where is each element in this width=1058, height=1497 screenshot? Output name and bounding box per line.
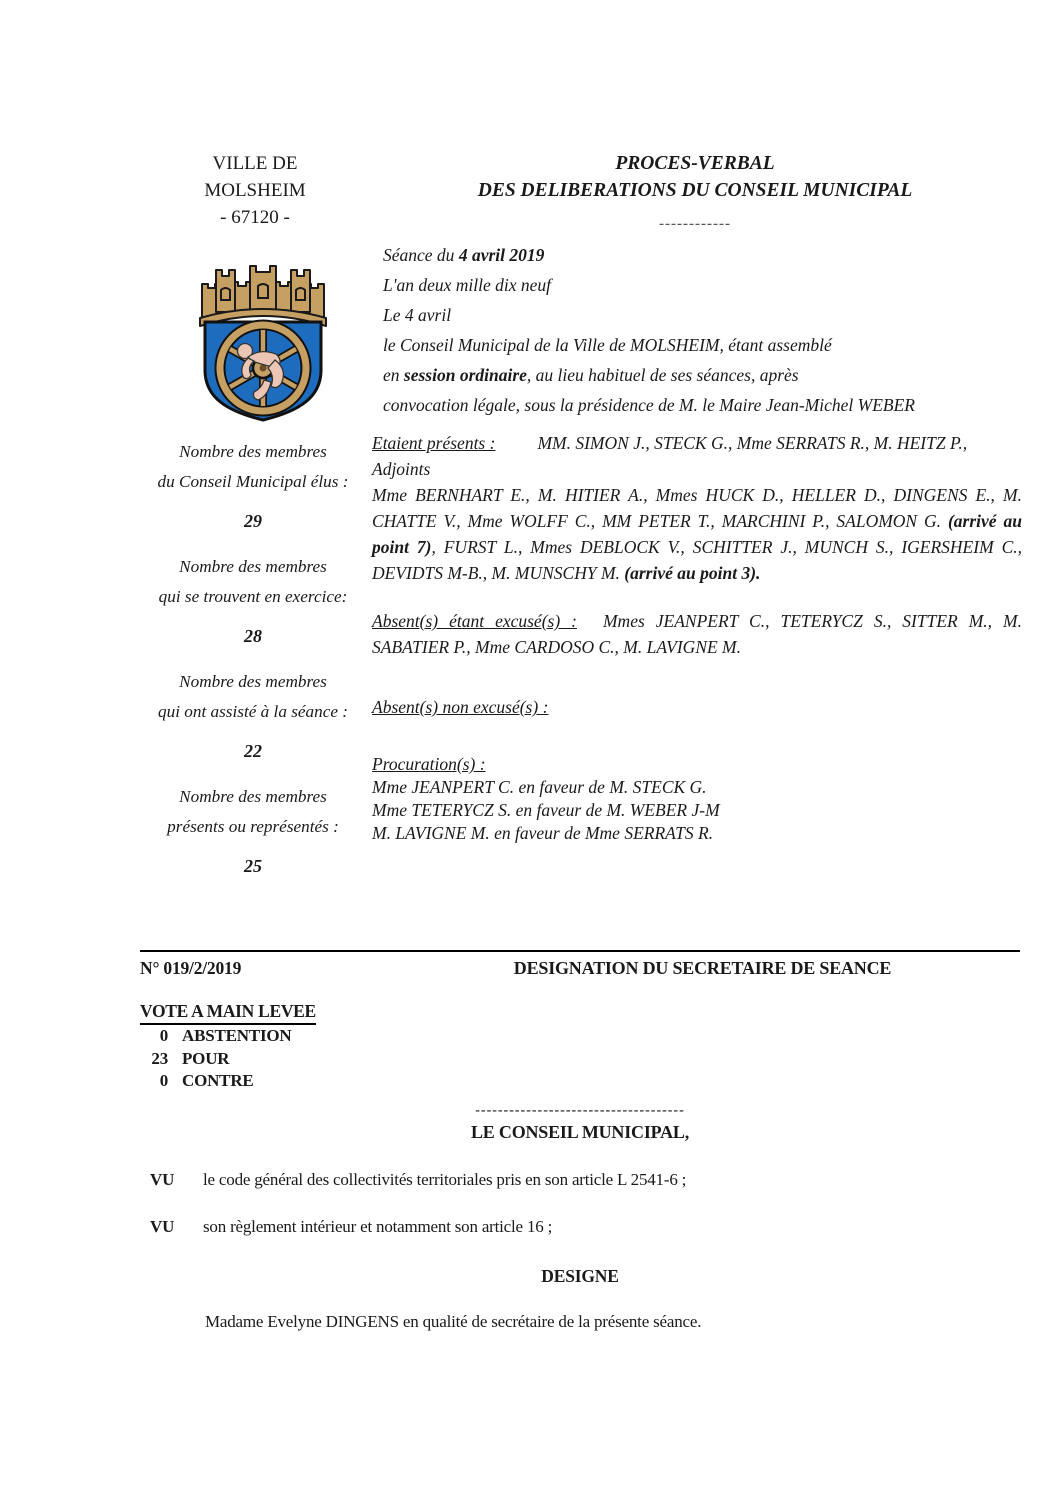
- vote-row-abstention: [140, 1025, 1020, 1048]
- absents-excused-paragraph: Absent(s) étant excusé(s) : Mmes JEANPERT C., TETERYCZ S., SITTER M., M. SABATIER P., Mme CARDOSO C., M. LAVIGNE M.: [372, 611, 1022, 657]
- section-separator: -------------------------------------: [475, 1102, 685, 1118]
- vu-label: VU: [150, 1216, 175, 1236]
- absents-not-excused-label: Absent(s) non excusé(s) :: [372, 697, 549, 717]
- seance-line4: le Conseil Municipal de la Ville de MOLSHEIM, étant assemblé: [383, 335, 832, 355]
- vote-label: CONTRE: [182, 1071, 254, 1090]
- presents-label: Etaient présents :: [372, 433, 496, 453]
- designe-heading: DESIGNE: [541, 1265, 619, 1286]
- procuration-line: Mme JEANPERT C. en faveur de M. STECK G.: [372, 777, 707, 797]
- members-in-office-count: 28: [244, 626, 262, 646]
- document-title-line1: PROCES-VERBAL: [615, 153, 775, 174]
- arrival-note-1: (arrivé au point 7): [372, 511, 1022, 557]
- vote-block: [140, 1001, 1020, 1093]
- seance-line5: en session ordinaire, au lieu habituel de ses séances, après: [383, 365, 799, 385]
- vote-heading: VOTE A MAIN LEVEE: [140, 1001, 316, 1025]
- city-name-line2: MOLSHEIM: [204, 180, 306, 201]
- vu-label: VU: [150, 1169, 175, 1189]
- procurations-label: Procuration(s) :: [372, 754, 486, 774]
- procuration-line: M. LAVIGNE M. en faveur de Mme SERRATS R.: [372, 823, 714, 843]
- vote-row-pour: [140, 1048, 1020, 1071]
- member-counts-column: [133, 437, 373, 897]
- vote-label: POUR: [182, 1048, 230, 1068]
- city-name-line1: VILLE DE: [212, 153, 298, 174]
- session-ordinaire: session ordinaire: [403, 365, 527, 385]
- vote-count: 0: [159, 1071, 168, 1090]
- presents-paragraph: Etaient présents : MM. SIMON J., STECK G., Mme SERRATS R., M. HEITZ P., Adjoints Mme BERNHART E., M. HITIER A., Mmes HUCK D., HELLER D., DINGENS E., M. CHATTE V., Mme WOLFF C., MM PETER T., MARCHINI P., SALOMON G. (arrivé au point 7), FURST L., Mmes DEBLOCK V., SCHITTER J., MUNCH S., IGERSHEIM C., DEVIDTS M-B., M. MUNSCHY M. (arrivé au point 3).: [372, 433, 1022, 583]
- seance-line3: Le 4 avril: [383, 305, 452, 325]
- seance-date: 4 avril 2019: [458, 245, 545, 265]
- document-title-line2: DES DELIBERATIONS DU CONSEIL MUNICIPAL: [477, 180, 913, 201]
- procuration-line: Mme TETERYCZ S. en faveur de M. WEBER J-M: [372, 800, 720, 820]
- presence-column: [372, 430, 1022, 845]
- vu-clause-1: VU le code général des collectivités territoriales pris en son article L 2541-6 ;: [140, 1170, 1020, 1190]
- seance-line2: L'an deux mille dix neuf: [383, 275, 552, 295]
- members-attended-group: Nombre des membres qui ont assisté à la séance : 22: [133, 667, 373, 762]
- members-represented-count: 25: [244, 856, 262, 876]
- city-postcode: - 67120 -: [220, 207, 290, 228]
- members-in-office-group: Nombre des membres qui se trouvent en exercice: 28: [133, 552, 373, 647]
- city-header: [140, 150, 370, 231]
- vote-row-contre: [140, 1070, 1020, 1093]
- conseil-municipal-heading: LE CONSEIL MUNICIPAL,: [470, 1121, 689, 1142]
- deliberation-header: [140, 952, 1020, 979]
- seance-paragraph: [383, 240, 1003, 420]
- absents-not-excused-paragraph: [372, 694, 1022, 720]
- vu-clause-2: VU son règlement intérieur et notamment son article 16 ;: [140, 1217, 1020, 1237]
- vote-count: 0: [159, 1026, 168, 1045]
- seance-line6: convocation légale, sous la présidence de M. le Maire Jean-Michel WEBER: [383, 395, 915, 415]
- members-elected-group: Nombre des membres du Conseil Municipal élus : 29: [133, 437, 373, 532]
- procurations-block: [372, 753, 1022, 845]
- seance-date-line: Séance du 4 avril 2019: [383, 245, 545, 265]
- members-attended-count: 22: [244, 741, 262, 761]
- deliberation-number: N° 019/2/2019: [140, 958, 242, 978]
- deliberation-section: [140, 950, 1020, 1332]
- deliberation-title: DESIGNATION DU SECRETAIRE DE SEANCE: [513, 958, 892, 978]
- molsheim-coat-of-arms-icon: [188, 248, 338, 423]
- members-represented-group: Nombre des membres présents ou représentés : 25: [133, 782, 373, 877]
- designe-text: Madame Evelyne DINGENS en qualité de secrétaire de la présente séance.: [205, 1311, 702, 1331]
- arrival-note-2: (arrivé au point 3).: [624, 563, 761, 583]
- title-separator: ------------: [659, 216, 731, 232]
- members-elected-count: 29: [244, 511, 262, 531]
- vote-count: 23: [151, 1048, 168, 1068]
- vote-label: ABSTENTION: [182, 1026, 292, 1045]
- document-title: [370, 150, 1020, 204]
- absents-excused-label: Absent(s) étant excusé(s) :: [372, 611, 577, 631]
